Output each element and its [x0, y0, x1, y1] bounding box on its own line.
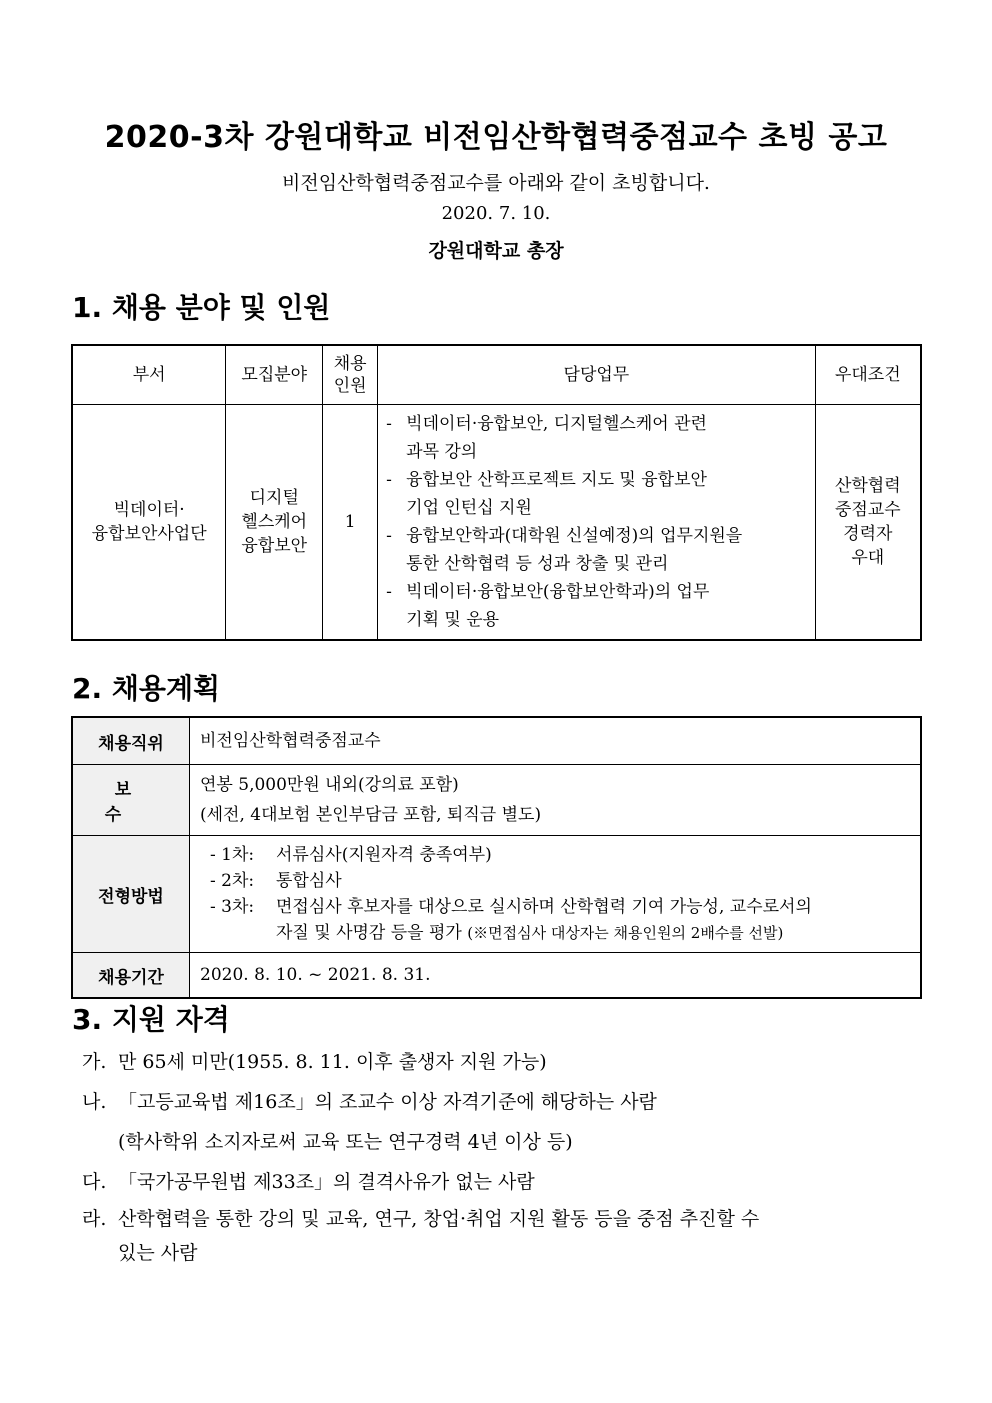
section-heading-qualifications: 3. 지원 자격	[72, 1003, 230, 1036]
duty-line: 빅데이터·융합보안, 디지털헬스케어 관련	[406, 414, 707, 434]
pay-line: 연봉 5,000만원 내외(강의료 포함)	[200, 775, 459, 795]
field-line: 헬스케어	[241, 512, 308, 532]
label-pay	[72, 765, 190, 836]
issuer: 강원대학교 총장	[428, 240, 564, 262]
section-heading-positions: 1. 채용 분야 및 인원	[72, 291, 331, 324]
step-text: 자질 및 사명감 등을 평가	[276, 923, 462, 943]
step-text: 통합심사	[276, 871, 342, 891]
preferred-line: 산학협력	[834, 476, 901, 496]
header-field: 모집분야	[226, 345, 323, 405]
positions-table	[71, 344, 922, 641]
value-period: 2020. 8. 10. ~ 2021. 8. 31.	[190, 953, 922, 999]
value-position: 비전임산학협력중점교수	[190, 717, 922, 765]
duty-line: 기획 및 운용	[406, 610, 500, 630]
selection-step	[200, 842, 910, 868]
page-title: 2020-3차 강원대학교 비전임산학협력중점교수 초빙 공고	[104, 120, 888, 155]
value-selection	[190, 836, 922, 953]
selection-step	[200, 868, 910, 894]
qualification-subtext: 있는 사람	[118, 1242, 198, 1264]
qualification-item	[82, 1082, 912, 1122]
dept-line: 빅데이터·	[113, 500, 185, 520]
plan-row-selection	[72, 836, 921, 953]
plan-row-period	[72, 953, 921, 999]
duty-dash: -	[386, 414, 392, 434]
header-duties: 담당업무	[378, 345, 815, 405]
plan-row-position	[72, 717, 921, 765]
header-count	[323, 345, 378, 405]
qualification-marker: 라.	[82, 1208, 107, 1230]
duty-line: 융합보안학과(대학원 신설예정)의 업무지원을	[406, 526, 743, 546]
duty-dash: -	[386, 470, 392, 490]
announcement-date: 2020. 7. 10.	[441, 203, 551, 224]
preferred-line: 우대	[851, 548, 885, 568]
step-label: - 3차:	[210, 897, 255, 917]
header-preferred: 우대조건	[815, 345, 921, 405]
step-text: 면접심사 후보자를 대상으로 실시하며 산학협력 기여 가능성, 교수로서의	[276, 897, 812, 917]
duty-line: 과목 강의	[406, 442, 478, 462]
step-label: - 2차:	[210, 871, 255, 891]
label-position: 채용직위	[72, 717, 190, 765]
duty-line: 통한 산학협력 등 성과 창출 및 관리	[406, 554, 669, 574]
positions-row	[72, 405, 921, 641]
qualifications-list	[82, 1042, 912, 1270]
label-selection: 전형방법	[72, 836, 190, 953]
duty-item	[386, 522, 808, 578]
value-pay	[190, 765, 922, 836]
qualification-text: 만 65세 미만(1955. 8. 11. 이후 출생자 지원 가능)	[118, 1051, 547, 1073]
header-dept: 부서	[72, 345, 226, 405]
hiring-plan-table	[71, 716, 922, 999]
duty-line: 빅데이터·융합보안(융합보안학과)의 업무	[406, 582, 710, 602]
qualification-marker: 다.	[82, 1171, 107, 1193]
duty-item	[386, 410, 808, 466]
duty-item	[386, 466, 808, 522]
qualification-item	[82, 1162, 912, 1202]
qualification-text: 「국가공무원법 제33조」의 결격사유가 없는 사람	[118, 1171, 535, 1193]
header-count-line1: 채용	[333, 354, 367, 374]
duty-line: 기업 인턴십 지원	[406, 498, 532, 518]
cell-duties	[378, 405, 815, 641]
qualification-item	[82, 1042, 912, 1082]
cell-preferred	[815, 405, 921, 641]
duty-dash: -	[386, 582, 392, 602]
preferred-line: 경력자	[843, 524, 893, 544]
qualification-item	[82, 1202, 912, 1236]
step-label: - 1차:	[210, 845, 255, 865]
duty-item	[386, 578, 808, 634]
page-subtitle: 비전임산학협력중점교수를 아래와 같이 초빙합니다.	[282, 172, 710, 194]
step-text: 서류심사(지원자격 충족여부)	[276, 845, 492, 865]
qualification-marker: 나.	[82, 1091, 107, 1113]
header-count-line2: 인원	[333, 376, 367, 396]
preferred-line: 중점교수	[834, 500, 901, 520]
dept-line: 융합보안사업단	[91, 524, 207, 544]
pay-line: (세전, 4대보험 본인부담금 포함, 퇴직금 별도)	[200, 805, 542, 825]
cell-dept	[72, 405, 226, 641]
field-line: 융합보안	[241, 536, 308, 556]
cell-count: 1	[323, 405, 378, 641]
positions-header-row	[72, 345, 921, 405]
section-heading-plan: 2. 채용계획	[72, 672, 221, 705]
cell-field	[226, 405, 323, 641]
qualification-subtext: (학사학위 소지자로써 교육 또는 연구경력 4년 이상 등)	[118, 1131, 573, 1153]
label-period: 채용기간	[72, 953, 190, 999]
field-line: 디지털	[249, 488, 299, 508]
qualification-text: 산학협력을 통한 강의 및 교육, 연구, 창업·취업 지원 활동 등을 중점 추진할 수	[118, 1208, 760, 1230]
duty-line: 융합보안 산학프로젝트 지도 및 융합보안	[406, 470, 707, 490]
qualification-marker: 가.	[82, 1051, 107, 1073]
duty-dash: -	[386, 526, 392, 546]
label-pay-text: 보수	[104, 780, 168, 825]
qualification-text: 「고등교육법 제16조」의 조교수 이상 자격기준에 해당하는 사람	[118, 1091, 657, 1113]
plan-row-pay	[72, 765, 921, 836]
selection-step	[200, 894, 910, 946]
step-note: (※면접심사 대상자는 채용인원의 2배수를 선발)	[467, 924, 784, 942]
